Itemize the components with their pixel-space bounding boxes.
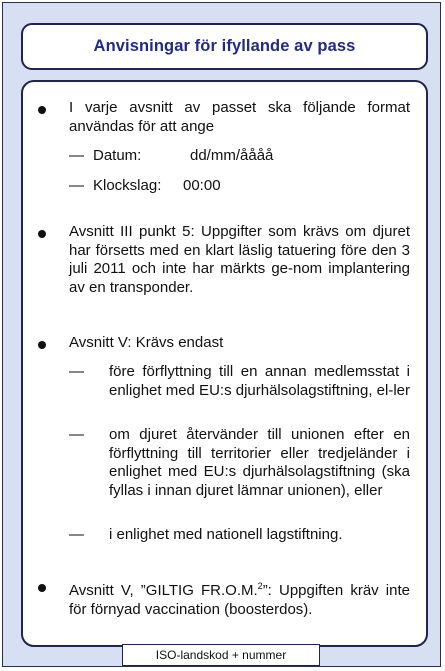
dash-icon: — xyxy=(69,426,84,443)
footnote-superscript: 2 xyxy=(257,581,263,591)
footer-label: ISO-landskod + nummer xyxy=(155,648,287,662)
instruction-text: Avsnitt V: Krävs endast xyxy=(69,334,224,351)
dash-icon: — xyxy=(69,363,84,380)
instruction-text: I varje avsnitt av passet ska följande format användas för att ange xyxy=(69,99,410,135)
subitem-text: om djuret återvänder till unionen efter en förflyttning till territorier eller tredjeländer i enlighet med EU:s djurhälsolagstiftning (ska fyllas i innan djuret lämnar unionen), eller xyxy=(109,426,410,499)
text-before: Avsnitt V, ”GILTIG FR.O.M. xyxy=(69,582,258,599)
instruction-text: Avsnitt III punkt 5: Uppgifter som krävs om djuret har försetts med en klart läslig tatuering före den 3 juli 2011 och inte har märkts ge-nom implantering av en transponder. xyxy=(69,223,410,296)
instruction-text xyxy=(69,577,410,619)
date-label: Datum: xyxy=(93,147,142,164)
date-format-value: dd/mm/åååå xyxy=(190,147,274,164)
bullet-icon xyxy=(38,341,46,349)
title-box xyxy=(21,23,428,70)
instruction-panel xyxy=(2,2,441,667)
iso-country-code-tab xyxy=(122,644,320,666)
dash-icon: — xyxy=(69,177,84,194)
page-title: Anvisningar för ifyllande av pass xyxy=(93,37,356,55)
bullet-icon xyxy=(38,106,46,114)
dash-icon: — xyxy=(69,147,84,164)
bullet-icon xyxy=(38,584,46,592)
time-format-value: 00:00 xyxy=(183,177,221,194)
time-label: Klockslag: xyxy=(93,177,162,194)
dash-icon: — xyxy=(69,526,84,543)
text-after: ”: Uppgiften kräv inte för förnyad vaccination (boosterdos). xyxy=(69,582,410,618)
subitem-text: i enlighet med nationell lagstiftning. xyxy=(109,526,343,543)
subitem-text: före förflyttning till en annan medlemsstat i enlighet med EU:s djurhälsolagstiftning, el-ler xyxy=(109,363,410,399)
instructions-box xyxy=(21,80,428,647)
bullet-icon xyxy=(38,230,46,238)
